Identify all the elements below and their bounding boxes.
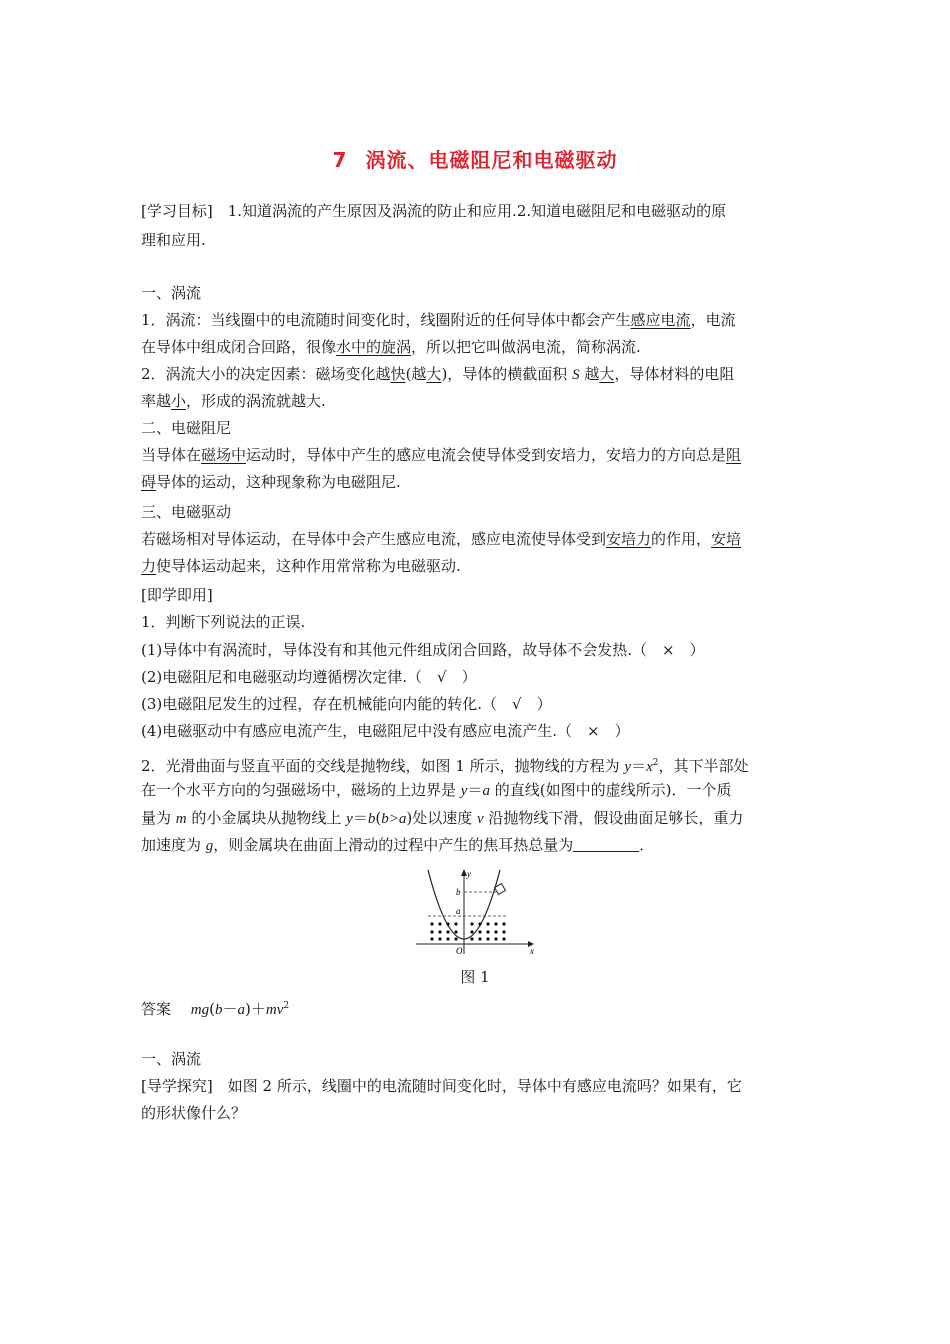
figure-1-parabola-diagram [416, 868, 536, 954]
eddy-factors-line-2: 率越小，形成的涡流就越大. [141, 392, 326, 410]
figure-caption: 图 1 [460, 968, 490, 986]
page-title [0, 144, 950, 173]
answer-line: 答案 $mg(b-a)+mv^2$ [141, 1000, 290, 1018]
drive-line-1: 若磁场相对导体运动，在导体中会产生感应电流，感应电流使导体受到安培力的作用，安培 [141, 530, 742, 548]
practice-tag: [即学即用] [141, 586, 213, 604]
drive-line-2: 力使导体运动起来，这种作用常常称为电磁驱动. [141, 557, 461, 575]
y-axis-label: y [467, 869, 471, 879]
section-heading-drive: 三、电磁驱动 [141, 503, 232, 521]
guided-inquiry-line-2: 的形状像什么？ [141, 1104, 247, 1122]
damping-line-1: 当导体在磁场中运动时，导体中产生的感应电流会使导体受到安培力，安培力的方向总是阻 [141, 446, 742, 464]
x-axis-label: x [530, 946, 534, 954]
question-2-line-2: 在一个水平方向的匀强磁场中，磁场的上边界是 y＝a 的直线(如图中的虚线所示)．一个质 [141, 781, 732, 799]
eddy-definition-line-1: 1．涡流：当线圈中的电流随时间变化时，线圈附近的任何导体中都会产生感应电流，电流 [141, 311, 736, 329]
statement-3: (3)电磁阻尼发生的过程，存在机械能向内能的转化.（ √ ） [141, 695, 552, 713]
a-level-label: a [456, 906, 461, 916]
section-heading-eddy-2: 一、涡流 [141, 1050, 202, 1068]
question-2-line-4: 加速度为 g，则金属块在曲面上滑动的过程中产生的焦耳热总量为 ． [141, 836, 655, 854]
question-2-line-1: 2．光滑曲面与竖直平面的交线是抛物线，如图 1 所示，抛物线的方程为 $y=x^2$，其下半部处 [141, 757, 749, 775]
question-1: 1．判断下列说法的正误. [141, 613, 306, 631]
parabola-figure [416, 868, 536, 954]
objectives-line-2: 理和应用. [141, 231, 206, 249]
eddy-definition-line-2: 在导体中组成闭合回路，很像水中的旋涡，所以把它叫做涡电流，简称涡流. [141, 338, 641, 356]
eddy-factors-line-1: 2．涡流大小的决定因素：磁场变化越快(越大)，导体的横截面积 S 越大，导体材料的电阻 [141, 365, 735, 383]
damping-line-2: 碍导体的运动，这种现象称为电磁阻尼. [141, 473, 401, 491]
section-heading-eddy: 一、涡流 [141, 284, 202, 302]
origin-label: O [456, 946, 463, 954]
answer-blank [573, 837, 639, 852]
question-2-line-3: 量为 m 的小金属块从抛物线上 y＝b(b>a)处以速度 v 沿抛物线下滑，假设曲面足够长，重力 [141, 809, 744, 827]
lesson-title: 涡流、电磁阻尼和电磁驱动 [365, 148, 618, 172]
statement-2: (2)电磁阻尼和电磁驱动均遵循楞次定律.（ √ ） [141, 668, 477, 686]
statement-1: (1)导体中有涡流时，导体没有和其他元件组成闭合回路，故导体不会发热.（ × ） [141, 641, 705, 659]
objectives-line-1: [学习目标] 1.知道涡流的产生原因及涡流的防止和应用.2.知道电磁阻尼和电磁驱动的原 [141, 202, 727, 220]
section-heading-damping: 二、电磁阻尼 [141, 419, 232, 437]
b-level-label: b [456, 887, 461, 897]
guided-inquiry-line-1: [导学探究] 如图 2 所示，线圈中的电流随时间变化时，导体中有感应电流吗？如果有，它 [141, 1077, 742, 1095]
statement-4: (4)电磁驱动中有感应电流产生，电磁阻尼中没有感应电流产生.（ × ） [141, 722, 630, 740]
lesson-number: 7 [332, 148, 348, 172]
